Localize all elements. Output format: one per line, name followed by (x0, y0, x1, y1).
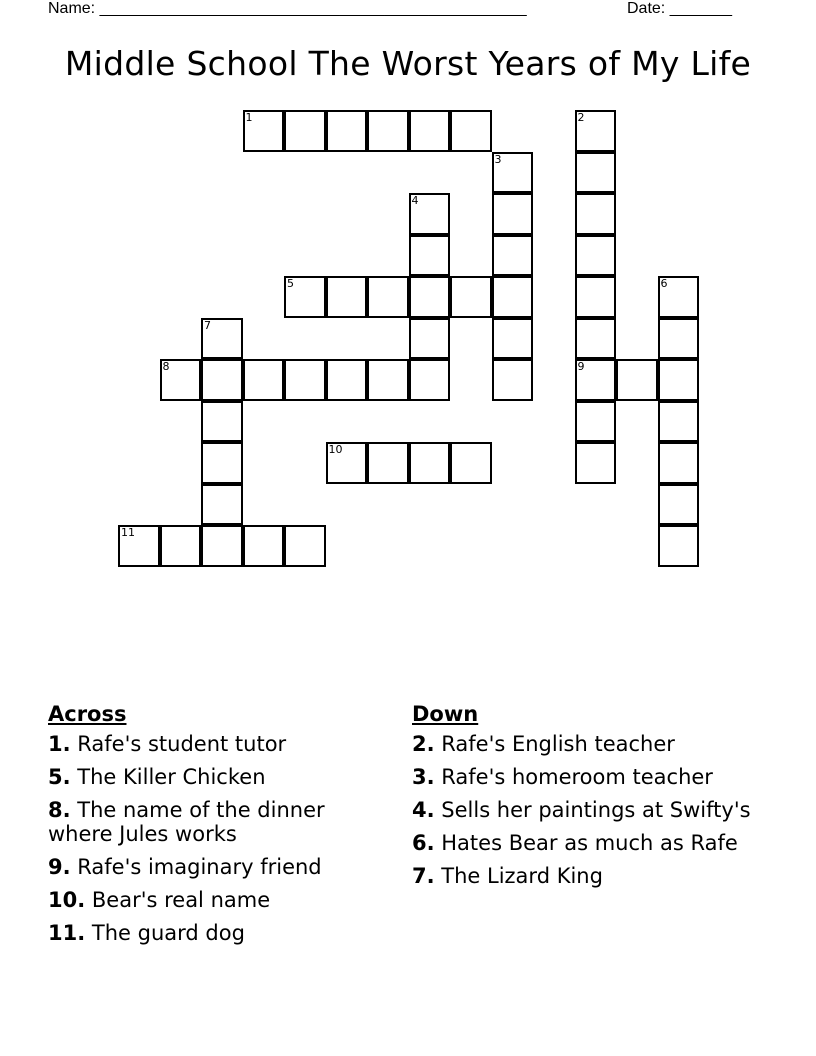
crossword-cell[interactable] (409, 235, 451, 277)
crossword-cell[interactable] (575, 401, 617, 443)
name-field-label: Name: ________________________________________________ (48, 0, 527, 17)
across-clues (48, 702, 388, 954)
clue-text: Bear's real name (85, 888, 271, 912)
crossword-cell[interactable] (616, 359, 658, 401)
clue-number: 10. (48, 888, 86, 912)
crossword-cell[interactable] (326, 359, 368, 401)
crossword-cell[interactable] (658, 484, 700, 526)
down-heading: Down (412, 702, 479, 726)
crossword-cell[interactable] (243, 359, 285, 401)
crossword-cell[interactable] (658, 318, 700, 360)
clue-text: The guard dog (85, 921, 245, 945)
crossword-cell[interactable] (450, 442, 492, 484)
page-title: Middle School The Worst Years of My Life (64, 44, 752, 83)
clue-text: Sells her paintings at Swifty's (434, 798, 751, 822)
clue-down-6 (412, 831, 752, 855)
crossword-cell[interactable] (367, 110, 409, 152)
crossword-cell[interactable] (409, 359, 451, 401)
across-heading: Across (48, 702, 127, 726)
clue-across-1 (48, 732, 388, 756)
clue-down-7 (412, 864, 752, 888)
crossword-cell[interactable] (243, 525, 285, 567)
crossword-cell[interactable] (575, 359, 617, 401)
clue-across-5 (48, 765, 388, 789)
crossword-cell[interactable] (450, 276, 492, 318)
clue-number-label: 8 (162, 360, 170, 373)
crossword-cell[interactable] (201, 525, 243, 567)
clue-across-11 (48, 921, 388, 945)
crossword-cell[interactable] (284, 110, 326, 152)
crossword-cell[interactable] (284, 359, 326, 401)
clue-number: 3. (412, 765, 435, 789)
clue-across-9 (48, 855, 388, 879)
crossword-cell[interactable] (575, 318, 617, 360)
clue-number-label: 1 (245, 111, 253, 124)
crossword-cell[interactable] (118, 525, 160, 567)
crossword-cell[interactable] (658, 359, 700, 401)
crossword-cell[interactable] (326, 276, 368, 318)
crossword-cell[interactable] (575, 110, 617, 152)
clue-number: 11. (48, 921, 86, 945)
crossword-cell[interactable] (367, 442, 409, 484)
crossword-cell[interactable] (409, 442, 451, 484)
crossword-cell[interactable] (409, 276, 451, 318)
crossword-cell[interactable] (492, 152, 534, 194)
crossword-cell[interactable] (658, 442, 700, 484)
clue-down-3 (412, 765, 752, 789)
clue-number: 7. (412, 864, 435, 888)
clue-number: 6. (412, 831, 435, 855)
crossword-cell[interactable] (160, 525, 202, 567)
clue-number: 2. (412, 732, 435, 756)
crossword-cell[interactable] (492, 235, 534, 277)
crossword-cell[interactable] (658, 401, 700, 443)
crossword-cell[interactable] (492, 318, 534, 360)
crossword-cell[interactable] (575, 276, 617, 318)
crossword-cell[interactable] (284, 276, 326, 318)
clue-down-2 (412, 732, 752, 756)
crossword-cell[interactable] (492, 193, 534, 235)
clue-text: Rafe's imaginary friend (70, 855, 322, 879)
crossword-cell[interactable] (492, 276, 534, 318)
crossword-cell[interactable] (575, 152, 617, 194)
crossword-cell[interactable] (367, 359, 409, 401)
date-field-label: Date: _______ (627, 0, 732, 17)
clue-number: 8. (48, 798, 71, 822)
crossword-cell[interactable] (243, 110, 285, 152)
crossword-cell[interactable] (575, 442, 617, 484)
clue-text: The name of the dinner where Jules works (48, 798, 325, 846)
crossword-cell[interactable] (658, 276, 700, 318)
crossword-cell[interactable] (409, 318, 451, 360)
clue-number: 1. (48, 732, 71, 756)
clue-number-label: 2 (577, 111, 585, 124)
crossword-cell[interactable] (367, 276, 409, 318)
crossword-cell[interactable] (575, 193, 617, 235)
clue-text: Rafe's homeroom teacher (434, 765, 713, 789)
clue-number-label: 10 (328, 443, 343, 456)
clue-text: Rafe's student tutor (70, 732, 287, 756)
clue-number: 5. (48, 765, 71, 789)
clue-number-label: 3 (494, 152, 502, 166)
crossword-cell[interactable] (492, 359, 534, 401)
clue-down-4 (412, 798, 752, 822)
clue-across-10 (48, 888, 388, 912)
clue-number-label: 11 (121, 526, 135, 539)
crossword-cell[interactable] (201, 318, 243, 360)
crossword-cell[interactable] (658, 525, 700, 567)
crossword-cell[interactable] (326, 110, 368, 152)
clue-number-label: 4 (411, 194, 419, 207)
clue-text: The Lizard King (434, 864, 603, 888)
clue-across-8 (48, 798, 388, 846)
clue-number-label: 5 (287, 277, 294, 290)
crossword-cell[interactable] (575, 235, 617, 277)
clue-text: The Killer Chicken (70, 765, 266, 789)
crossword-cell[interactable] (201, 359, 243, 401)
crossword-cell[interactable] (160, 359, 202, 401)
crossword-cell[interactable] (201, 442, 243, 484)
crossword-cell[interactable] (409, 110, 451, 152)
clue-number-label: 6 (660, 277, 668, 290)
clue-text: Rafe's English teacher (434, 732, 675, 756)
clue-number-label: 7 (204, 318, 211, 332)
clue-number: 9. (48, 855, 71, 879)
crossword-cell[interactable] (201, 484, 243, 526)
crossword-cell[interactable] (326, 442, 368, 484)
crossword-cell[interactable] (201, 401, 243, 443)
clue-number: 4. (412, 798, 435, 822)
clue-number-label: 9 (577, 360, 585, 373)
crossword-cell[interactable] (409, 193, 451, 235)
down-clues (412, 702, 752, 897)
crossword-cell[interactable] (284, 525, 326, 567)
crossword-cell[interactable] (450, 110, 492, 152)
clue-text: Hates Bear as much as Rafe (434, 831, 738, 855)
